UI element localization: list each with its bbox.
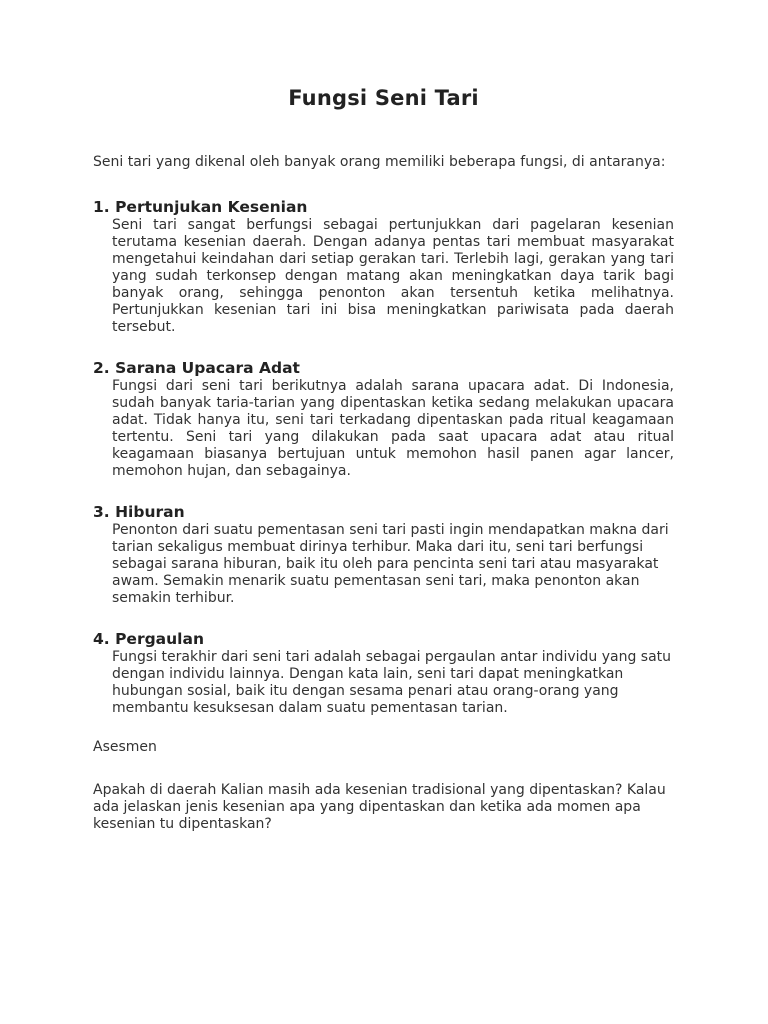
page-title: Fungsi Seni Tari [288, 86, 479, 110]
asesmen-question: Apakah di daerah Kalian masih ada kesenian tradisional yang dipentaskan? Kalau ada jelaskan jenis kesenian apa yang dipentaskan dan ketika ada momen apa kesenian tu dipentaskan? [93, 782, 666, 832]
section-heading: 2. Sarana Upacara Adat [93, 359, 300, 377]
section-heading: 4. Pergaulan [93, 630, 204, 648]
section-body: Fungsi terakhir dari seni tari adalah sebagai pergaulan antar individu yang satu dengan individu lainnya. Dengan kata lain, seni tari dapat meningkatkan hubungan sosial, baik itu dengan sesama penari atau orang-orang yang membantu kesuksesan dalam suatu pementasan tarian. [112, 649, 672, 716]
section-heading: 1. Pertunjukan Kesenian [93, 198, 308, 216]
section-body: Penonton dari suatu pementasan seni tari pasti ingin mendapatkan makna dari tarian sekaligus membuat dirinya terhibur. Maka dari itu, seni tari berfungsi sebagai sarana hiburan, baik itu oleh para pencinta seni tari atau masyarakat awam. Semakin menarik suatu pementasan seni tari, maka penonton akan semakin terhibur. [112, 522, 669, 606]
section-hiburan [93, 502, 674, 607]
section-pertunjukan-kesenian [93, 197, 674, 336]
section-heading: 3. Hiburan [93, 503, 185, 521]
section-body: Seni tari sangat berfungsi sebagai pertunjukkan dari pagelaran kesenian terutama kesenian daerah. Dengan adanya pentas tari membuat masyarakat mengetahui keindahan dari setiap gerakan tari. Terlebih lagi, gerakan yang tari yang sudah terkonsep dengan matang akan meningkatkan daya tarik bagi banyak orang, sehingga penonton akan tersentuh ketika melihatnya. Pertunjukkan kesenian tari ini bisa meningkatkan pariwisata pada daerah tersebut. [112, 217, 674, 335]
intro-paragraph: Seni tari yang dikenal oleh banyak orang memiliki beberapa fungsi, di antaranya: [93, 154, 666, 170]
section-body: Fungsi dari seni tari berikutnya adalah sarana upacara adat. Di Indonesia, sudah banyak taria-tarian yang dipentaskan ketika sedang melakukan upacara adat. Tidak hanya itu, seni tari terkadang dipentaskan pada ritual keagamaan tertentu. Seni tari yang dilakukan pada saat upacara adat atau ritual keagamaan biasanya bertujuan untuk memohon hasil panen agar lancer, memohon hujan, dan sebagainya. [112, 378, 674, 479]
section-sarana-upacara-adat [93, 358, 674, 480]
asesmen-label: Asesmen [93, 739, 157, 755]
section-pergaulan [93, 629, 674, 717]
